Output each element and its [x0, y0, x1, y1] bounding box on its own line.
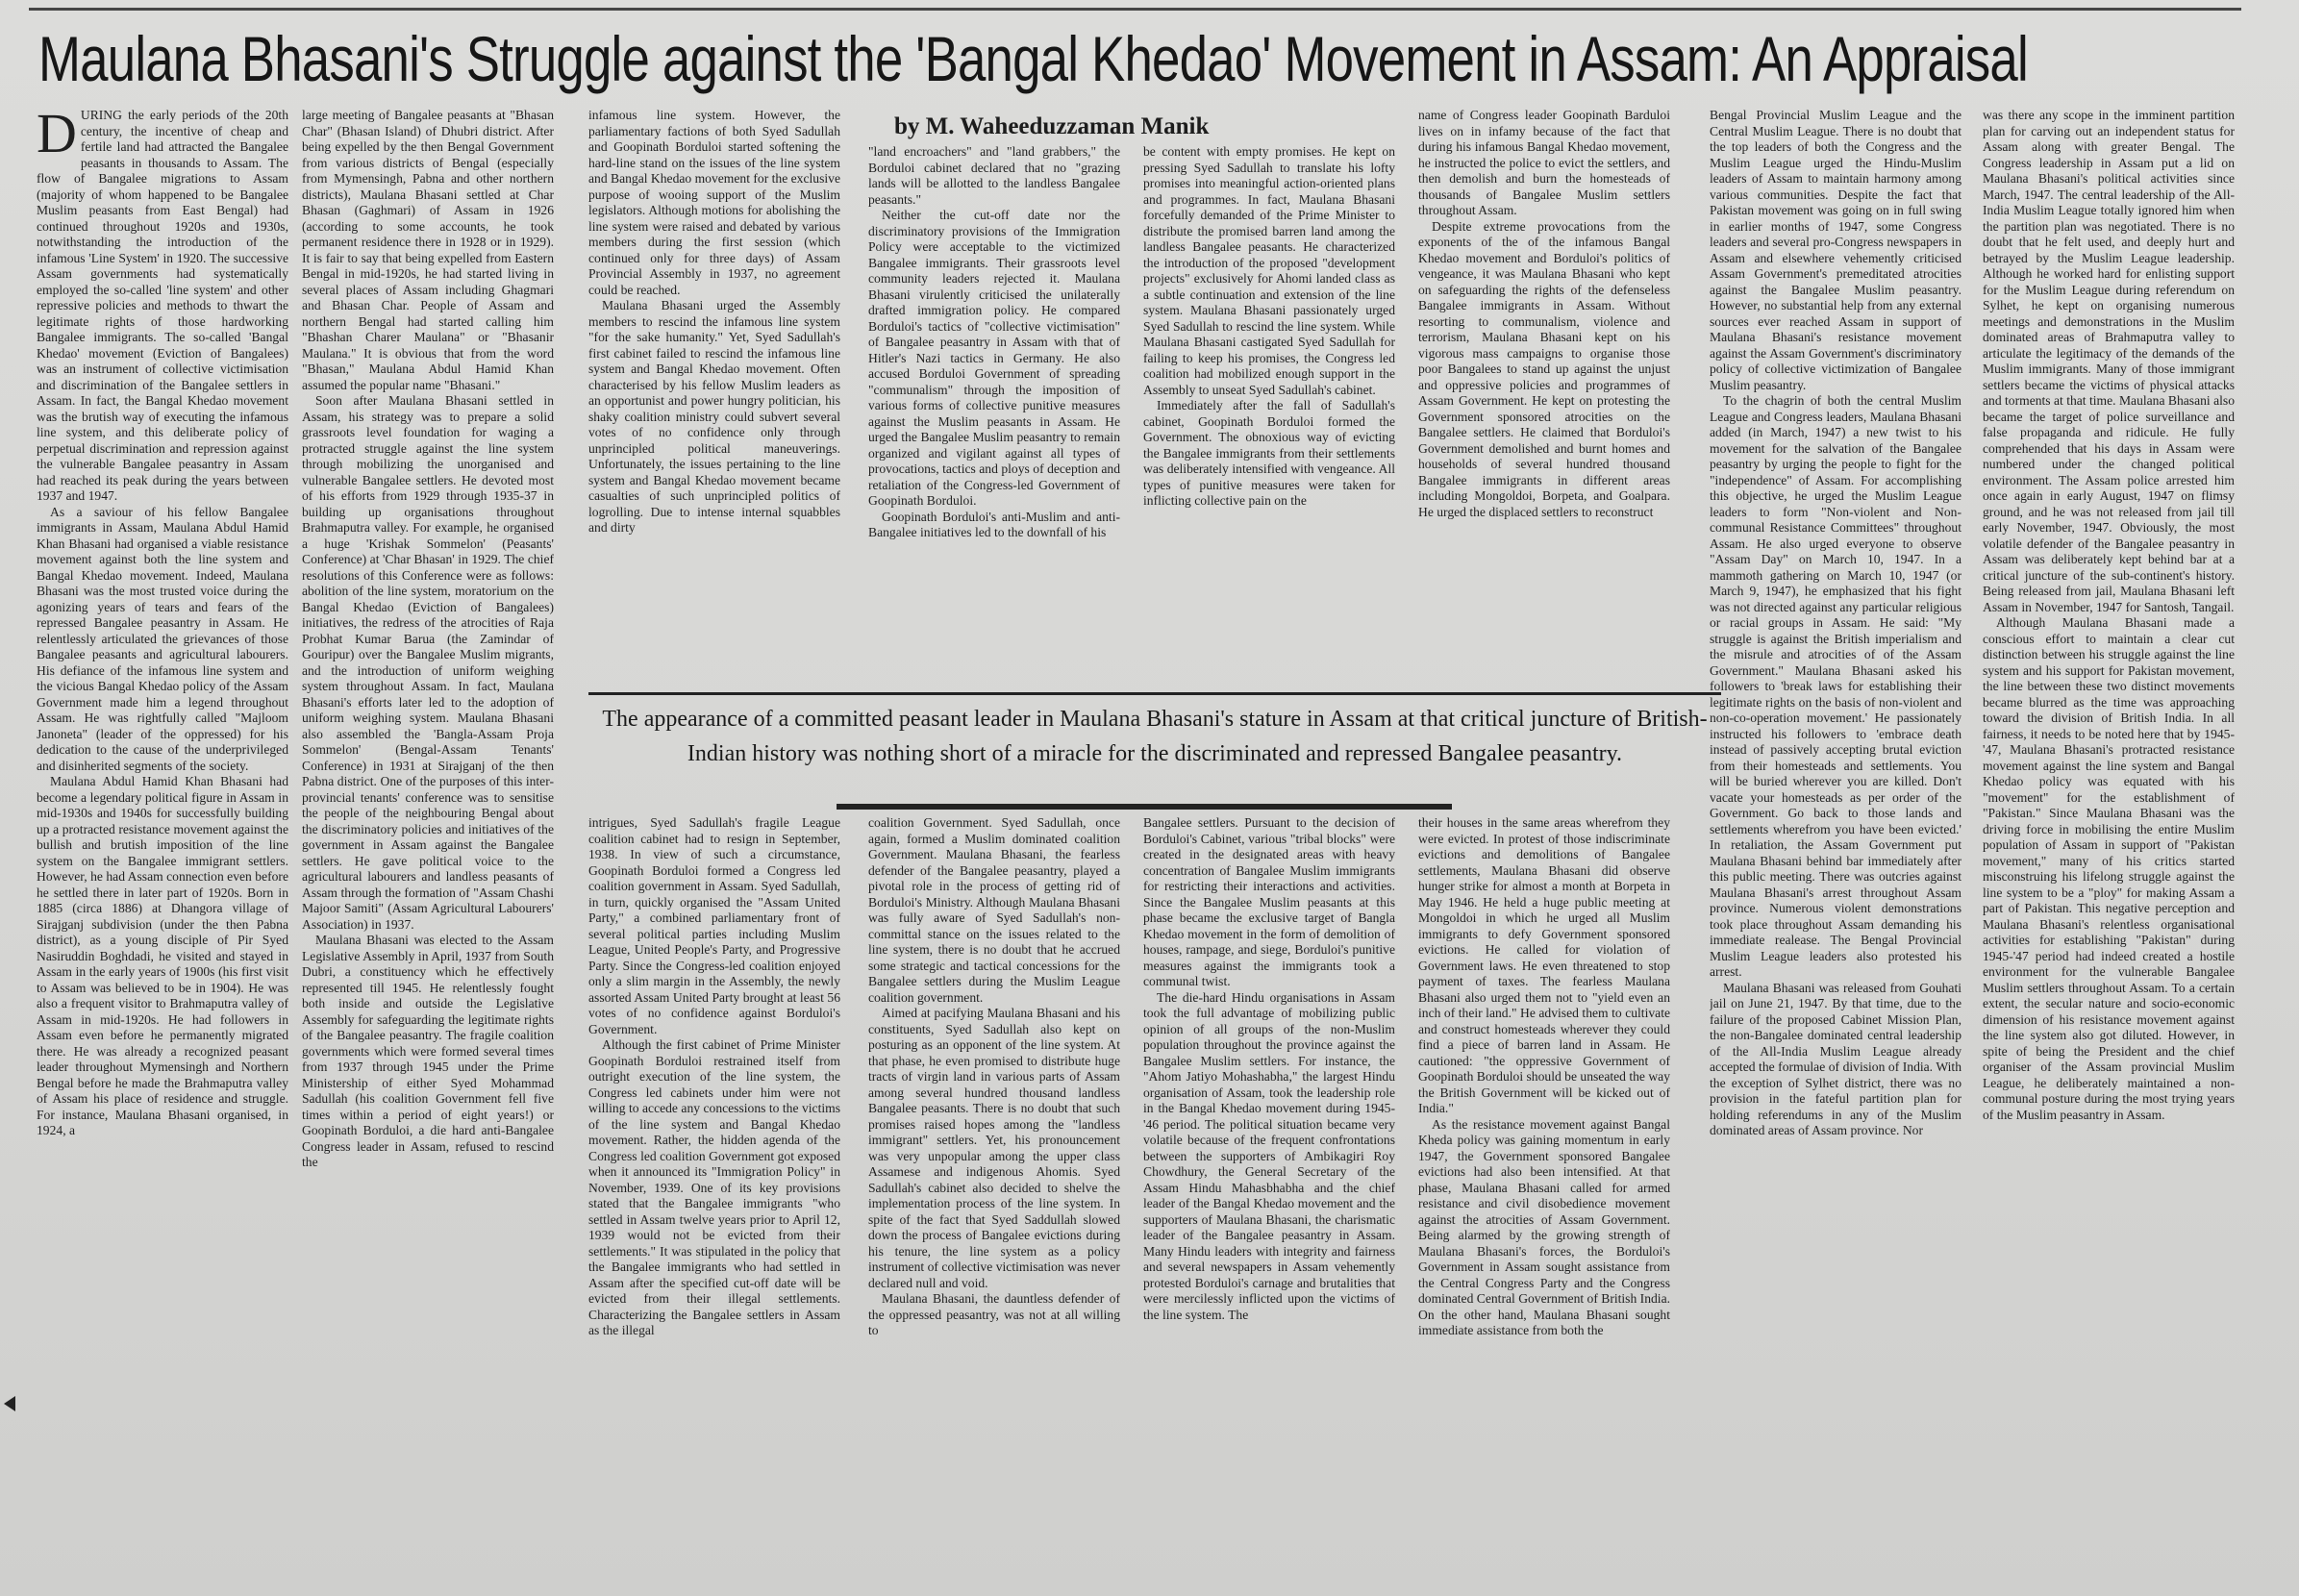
column-2-paragraph: large meeting of Bangalee peasants at "Bhasan Char" (Bhasan Island) of Dhubri district. After being expelled by the then Bengal Government from various districts of Bengal (especially from Mymensingh, Pabna and other northern districts), Maulana Bhasani settled at Char Bhasan (Gaghmari) of Assam in 1926 (according to some accounts, he took permanent residence there in 1928 or in 1929). It is fair to say that being expelled from Eastern Bengal in mid-1920s, he had started living in several places of Assam including Ghagmari and Bhasan Char. People of Assam and northern Bengal had started calling him "Bhashan Charer Maulana" or "Bhasanir Maulana." It is obvious that from the word "Bhasan," Maulana Abdul Hamid Khan assumed the popular name "Bhasani."	[302, 108, 554, 392]
column-3-paragraph: infamous line system. However, the parliamentary factions of both Syed Sadullah and Goopinath Borduloi started softening the hard-line stand on the issues of the line system and Bangal Khedao movement for the exclusive purpose of wooing support of the Muslim legislators. Although motions for abolishing the line system were raised and debated by various members during the first session (which continued only for three days) of Assam Provincial Assembly in 1937, no agreement could be reached.	[588, 108, 840, 297]
column-6-paragraph: name of Congress leader Goopinath Barduloi lives on in infamy because of the fact that during his infamous Bangal Khedao movement, he instructed the police to evict the settlers, and then demolish and burn the homesteads of thousands of Bangalee Muslim settlers throughout Assam.	[1418, 108, 1670, 217]
column-8-paragraph: was there any scope in the imminent partition plan for carving out an independent status for Assam along with greater Bengal. The Congress leadership in Assam put a lid on Maulana Bhasani's political activities since March, 1947. The central leadership of the All-India Muslim League totally ignored him when the partition plan was negotiated. There is no doubt that he felt used, and deeply hurt and betrayed by the Muslim League leadership. Although he worked hard for enlisting support for the Muslim League during referendum on Sylhet, he kept on organising numerous meetings and demonstrations in the Muslim dominated areas of Brahmaputra valley to articulate the legitimacy of the demands of the Muslim immigrants. Many of those immigrant settlers became the victims of physical attacks and torments at that time. Maulana Bhasani also became the target of police surveillance and false propaganda and ridicule. He fully comprehended that his days in Assam were numbered under the changed political environment. The Assam police arrested him once again in early August, 1947 on flimsy ground, and he was not released from jail till early November, 1947. Obviously, the most volatile defender of the Bangalee peasantry in Assam was deliberately kept behind bar at a critical juncture of the sub-continent's history. Being released from jail, Maulana Bhasani left Assam in November, 1947 for Santosh, Tangail.	[1983, 108, 2235, 614]
article-column-4-bottom	[868, 815, 1120, 1584]
article-column-1	[37, 108, 288, 1584]
column-1-paragraph: DURING the early periods of the 20th century, the incentive of cheap and fertile land had attracted the Bangalee peasants in thousands to Assam. The flow of Bangalee migrations to Assam (majority of whom happened to be Bangalee Muslim peasants from East Bengal) had continued throughout 1920s and 1930s, notwithstanding the introduction of the infamous 'Line System' in 1920. The successive Assam governments had systematically employed the so-called 'line system' and other repressive policies and methods to thwart the legitimate rights of those hardworking Bangalee immigrants. The so-called 'Bangal Khedao' movement (Eviction of Bangalees) was an instrument of collective victimisation and discrimination of the Bangalee settlers in Assam. In fact, the Bangal Khedao movement was the brutish way of executing the infamous line system, and this deliberate policy of perpetual discrimination and repression against the vulnerable Bangalee peasantry in Assam had reached its peak during the years between 1937 and 1947.	[37, 108, 288, 503]
column-6-paragraph: As the resistance movement against Bangal Kheda policy was gaining momentum in early 1947, the Government sponsored Bangalee evictions had also been intensified. At that phase, Maulana Bhasani called for armed resistance and civil disobedience movement against the atrocities of Assam Government. Being alarmed by the growing strength of Maulana Bhasani's forces, the Borduloi's Government in Assam sought assistance from the Central Congress Party and the Congress dominated Central Government of British India. On the other hand, Maulana Bhasani sought immediate assistance from both the	[1418, 1116, 1670, 1337]
column-6-paragraph: their houses in the same areas wherefrom they were evicted. In protest of those indiscriminate evictions and demolitions of Bangalee settlements, Maulana Bhasani did observe hunger strike for almost a month at Borpeta in May 1946. He held a huge public meeting at Mongoldoi in which he urged all Muslim immigrants to defy Government sponsored evictions. He called for violation of Government laws. He even threatened to stop payment of taxes. The fearless Maulana Bhasani also urged them not to "yield even an inch of their land." He advised them to cultivate and construct homesteads wherever they could find a piece of barren land in Assam. He cautioned: "the oppressive Government of Goopinath Borduloi should be unseated the way the British Government will be kicked out of India."	[1418, 815, 1670, 1115]
article-column-3-top	[588, 108, 840, 635]
column-4-paragraph: coalition Government. Syed Sadullah, once again, formed a Muslim dominated coalition Government. Maulana Bhasani, the fearless defender of the Bangalee peasantry, played a pivotal role in the process of getting rid of Borduloi's Ministry. Although Maulana Bhasani was fully aware of Syed Sadullah's non-committal stance on the issues related to the line system, there is no doubt that he accrued some strategic and tactical concessions for the Bangalee settlers during the Muslim League coalition government.	[868, 815, 1120, 1005]
article-column-6-bottom	[1418, 815, 1670, 1584]
column-4-paragraph: "land encroachers" and "land grabbers," the Borduloi cabinet declared that no "grazing lands will be allotted to the landless Bangalee peasants."	[868, 144, 1120, 207]
pullquote-rule-top	[588, 692, 1721, 695]
column-2-paragraph: Maulana Bhasani was elected to the Assam Legislative Assembly in April, 1937 from South Dubri, a constituency which he effectively represented till 1945. He relentlessly fought both inside and outside the Legislative Assembly for safeguarding the legitimate rights of the Bangalee peasantry. The fragile coalition governments which were formed several times from 1937 through 1945 under the Prime Ministership of either Syed Mohammad Sadullah (his coalition Government fell five times within a period of eight years!) or Goopinath Borduloi, a die hard anti-Bangalee Congress leader in Assam, refused to rescind the	[302, 933, 554, 1169]
drop-cap: D	[37, 108, 77, 164]
article-column-7	[1710, 108, 1962, 1584]
column-8-paragraph: Although Maulana Bhasani made a conscious effort to maintain a clear cut distinction between his struggle against the line system and his support for Pakistan movement, the line between these two distinct movements became blurred as the time was approaching toward the division of British India. In all fairness, it needs to be noted here that by 1945-'47, Maulana Bhasani's protracted resistance movement against the line system and Bangal Khedao policy was equated with his "movement" for the establishment of "Pakistan." Since Maulana Bhasani was the driving force in mobilising the entire Muslim population of Assam in support of "Pakistan movement," many of his critics started misconstruing his lifelong struggle against the line system to be a "ploy" for making Assam a part of Pakistan. This negative perception and Maulana Bhasani's relentless organisational activities for establishing "Pakistan" during 1945-'47 period had indeed created a hostile environment for the vulnerable Bangalee Muslim settlers throughout Assam. To a certain extent, the secular nature and socio-economic dimension of his resistance movement against the line system also got diluted. However, in spite of being the President and the chief organiser of the Assam provincial Muslim League, he deliberately maintained a non-communal posture during the most trying years of the Muslim peasantry in Assam.	[1983, 615, 2235, 1122]
column-7-paragraph: Maulana Bhasani was released from Gouhati jail on June 21, 1947. By that time, due to the failure of the proposed Cabinet Mission Plan, the non-Bangalee dominated central leadership of the All-India Muslim League already accepted the formulae of division of India. With the exception of Sylhet district, there was no provision in the fateful partition plan for holding referendums in any of the Muslim dominated areas of Assam province. Nor	[1710, 980, 1962, 1137]
column-6-paragraph: Despite extreme provocations from the exponents of the of the infamous Bangal Khedao movement and Borduloi's politics of vengeance, it was Maulana Bhasani who kept on safeguarding the rights of the defenseless Bangalee immigrants in Assam. Without resorting to communalism, violence and terrorism, Maulana Bhasani kept on his vigorous mass campaigns to organise those poor Bangalees to stand up against the unjust and oppressive policies and programmes of Assam Government. He kept on protesting the Government sponsored atrocities on the Bangalee settlers. He claimed that Borduloi's Government demolished and burnt homes and households of several hundred thousand Bangalee immigrants in different areas including Mongoldoi, Borpeta, and Goalpara. He urged the displaced settlers to reconstruct	[1418, 218, 1670, 519]
column-5-paragraph: Bangalee settlers. Pursuant to the decision of Borduloi's Cabinet, various "tribal blocks" were created in the designated areas with heavy concentration of Bangalee Muslim immigrants for restricting their interactions and activities. Since the Bangalee Muslim peasants at this phase became the exclusive target of Bangla Khedao movement in the form of demolition of houses, rampage, and siege, Borduloi's punitive measures against the immigrants took a communal twist.	[1143, 815, 1395, 988]
article-headline: Maulana Bhasani's Struggle against the 'Bangal Khedao' Movement in Assam: An Appraisal	[38, 23, 2028, 94]
column-3-paragraph: Maulana Bhasani urged the Assembly members to rescind the infamous line system "for the sake humanity." Yet, Syed Sadullah's first cabinet failed to rescind the infamous line system and Bangal Khedao movement. Often characterised by his fellow Muslim leaders as an opportunist and power hungry politician, his shaky coalition ministry could subvert several votes of no confidence only through unprincipled political maneuverings. Unfortunately, the issues pertaining to the line system and Bangal Khedao movement became casualties of such unprincipled politics of logrolling. Due to intense internal squabbles and dirty	[588, 298, 840, 535]
column-5-paragraph: be content with empty promises. He kept on pressing Syed Sadullah to translate his lofty promises into meaningful action-oriented plans and programmes. In fact, Maulana Bhasani forcefully demanded of the Prime Minister to distribute the promised barren land among the landless Bangalee peasants. He characterized the introduction of the proposed "development projects" exclusively for Ahomi landed class as a subtle continuation and extension of the line system. Maulana Bhasani passionately urged Syed Sadullah to rescind the line system. While Maulana Bhasani castigated Syed Sadullah for failing to keep his promises, the Congress led coalition had mobilized enough support in the Assembly to unseat Syed Sadullah's cabinet.	[1143, 144, 1395, 397]
article-column-5-bottom	[1143, 815, 1395, 1584]
pullquote-rule-bottom	[837, 804, 1452, 810]
column-4-paragraph: Maulana Bhasani, the dauntless defender of the oppressed peasantry, was not at all willing to	[868, 1291, 1120, 1337]
column-5-paragraph: Immediately after the fall of Sadullah's cabinet, Goopinath Borduloi formed the Government. The obnoxious way of evicting the Bangalee immigrants from their settlements was deliberately intensified with vengeance. All types of punitive measures were taken for inflicting collective pain on the	[1143, 398, 1395, 508]
left-margin-marker-icon	[4, 1396, 15, 1411]
column-7-paragraph: To the chagrin of both the central Muslim League and Congress leaders, Maulana Bhasani added (in March, 1947) a new twist to his movement for the salvation of the Bangalee peasantry by urging the people to fight for the "independence" of Assam. For accomplishing this objective, he urged the Muslim League leaders to form "Non-violent and Non-communal Resistance Committees" throughout Assam. He also urged everyone to observe "Assam Day" on March 10, 1947. In a mammoth gathering on March 10, 1947 (or March 9, 1947), he emphasized that his fight was not directed against any particular religious or racial groups in Assam. He said: "My struggle is against the British imperialism and the misrule and atrocities of of the Assam Government." Maulana Bhasani asked his followers to 'break laws for establishing their legitimate rights on the basis of non-violent and non-co-operation movement.' He passionately instructed his followers to 'embrace death instead of passively accepting brutal eviction from their homesteads and settlements. You will be buried wherever you are killed. Don't vacate your homesteads as per order of the Government. Go back to those lands and settlements wherefrom you have been evicted.' In retaliation, the Assam Government put Maulana Bhasani behind bar immediately after this public meeting. There was outcries against Maulana Bhasani's arrest throughout Assam province. Numerous violent demonstrations took place throughout Assam demanding his immediate realease. The Bengal Provincial Muslim League leaders also protested his arrest.	[1710, 393, 1962, 979]
article-column-8	[1983, 108, 2235, 1584]
top-rule	[29, 8, 2241, 11]
column-7-paragraph: Bengal Provincial Muslim League and the Central Muslim League. There is no doubt that the top leaders of both the Congress and the Muslim League urged the Hindu-Muslim leaders of Assam to maintain harmony among various communities. Despite the fact that Pakistan movement was going on in full swing in earlier months of 1947, some Congress leaders and several pro-Congress newspapers in Assam and elsewhere vehemently criticised Assam Government's premeditated atrocities against the Bangalee Muslim peasantry. However, no substantial help from any external sources ever reached Assam in support of Maulana Bhasani's resistance movement against the Assam Government's discriminatory policy of collective victimization of Bangalee Muslim peasantry.	[1710, 108, 1962, 392]
article-column-2	[302, 108, 554, 1584]
column-4-paragraph: Aimed at pacifying Maulana Bhasani and his constituents, Syed Sadullah also kept on posturing as an opponent of the line system. At that phase, he even promised to distribute huge tracts of virgin land in various parts of Assam among several hundred thousand landless Bangalee peasants. There is no doubt that such promises raised hopes among the "landless immigrant" settlers. Yet, his pronouncement was very unpopular among the upper class Assamese and indigenous Ahomis. Syed Sadullah's cabinet also decided to shelve the implementation process of the line system. In spite of the fact that Syed Saddullah slowed down the process of Bangalee evictions during his tenure, the line system as a policy instrument of collective victimisation was never declared null and void.	[868, 1006, 1120, 1290]
article-column-4-top	[868, 144, 1120, 636]
column-4-paragraph: Goopinath Borduloi's anti-Muslim and anti-Bangalee initiatives led to the downfall of his	[868, 509, 1120, 539]
article-column-6-top	[1418, 108, 1670, 635]
column-4-paragraph: Neither the cut-off date nor the discriminatory provisions of the Immigration Policy were acceptable to the victimized Bangalee immigrants. Their grassroots level community leaders rejected it. Maulana Bhasani virulently criticised the unilaterally drafted immigration policy. He compared Borduloi's tactics of "collective victimisation" of Bangalee peasantry in Assam with that of Hitler's Nazi tactics in Germany. He also accused Borduloi Government of spreading "communalism" through the imposition of various forms of collective punitive measures against the Muslim peasants in Assam. He urged the Bangalee Muslim peasantry to remain organized and vigilant against all types of provocations, tactics and ploys of deception and retaliation of the Congress-led Government of Goopinath Borduloi.	[868, 208, 1120, 508]
article-column-3-bottom	[588, 815, 840, 1584]
column-5-paragraph: The die-hard Hindu organisations in Assam took the full advantage of mobilizing public opinion of all groups of the non-Muslim population throughout the province against the Bangalee Muslim settlers. For instance, the "Ahom Jatiyo Mohashabha," the largest Hindu organisation of Assam, took the leadership role in the Bangal Khedao movement during 1945-'46 period. The political situation became very volatile because of the frequent confrontations between the supporters of Ambikagiri Roy Chowdhury, the General Secretary of the Assam Hindu Mahasbhabha and the chief leader of the Bangal Khedao movement and the supporters of Maulana Bhasani, the charismatic leader of the Bangalee peasantry in Assam. Many Hindu leaders with integrity and fairness and several newspapers in Assam vehemently protested Borduloi's carnage and brutalities that were mercilessly inflicted upon the victims of the line system. The	[1143, 989, 1395, 1322]
column-3-paragraph: Although the first cabinet of Prime Minister Goopinath Borduloi restrained itself from outright execution of the line system, the Congress led cabinets under him were not willing to accede any concessions to the victims of the line system and Bangal Khedao movement. Rather, the hidden agenda of the Congress led coalition Government got exposed when it announced its "Immigration Policy" in November, 1939. One of its key provisions stated that the Bangalee immigrants "who settled in Assam twelve years prior to April 12, 1939 would not be evicted from their settlements." It was stipulated in the policy that the Bangalee immigrants who had settled in Assam after the specified cut-off date will be evicted from their illegal settlements. Characterizing the Bangalee settlers in Assam as the illegal	[588, 1037, 840, 1337]
column-1-paragraph: Maulana Abdul Hamid Khan Bhasani had become a legendary political figure in Assam in mid-1930s and 1940s for successfully building up a protracted resistance movement against the bullish and brutish imposition of the line system on the Bangalee immigrant settlers. However, he had Assam connection even before he settled there in later part of 1920s. Born in 1885 (circa 1886) at Dhangora village of Sirajganj subdivision (under the then Pabna district), as a young disciple of Pir Syed Nasiruddin Boghdadi, he visited and stayed in Assam in the early years of 1900s (his first visit to Assam was believed to be in 1904). He was also a frequent visitor to Brahmaputra valley of Assam in mid-1920s. He had followers in Assam even before he permanently migrated there. He was already a recognized peasant leader throughout Mymensingh and Northern Bengal before he made the Brahmaputra valley of Assam his place of residence and struggle. For instance, Maulana Bhasani organised, in 1924, a	[37, 774, 288, 1137]
column-3-paragraph: intrigues, Syed Sadullah's fragile League coalition cabinet had to resign in September, 1938. In view of such a circumstance, Goopinath Borduloi formed a Congress led coalition government in Assam. Syed Sadullah, in turn, quickly organised the "Assam United Party," a combined parliamentary front of several political parties including Muslim League, United People's Party, and Progressive Party. Since the Congress-led coalition enjoyed only a slim margin in the Assembly, the newly assorted Assam United Party brought at least 56 votes of no confidence against Borduloi's Government.	[588, 815, 840, 1036]
pull-quote: The appearance of a committed peasant leader in Maulana Bhasani's stature in Assam at that critical juncture of British-Indian history was nothing short of a miracle for the discriminated and repressed Bangalee peasantry.	[602, 707, 1708, 766]
column-1-paragraph: As a saviour of his fellow Bangalee immigrants in Assam, Maulana Abdul Hamid Khan Bhasani had organised a viable resistance movement against both the line system and Bangal Khedao movement. Indeed, Maulana Bhasani was the most trusted voice during the agonizing years of tears and fears of the repressed Bangalee peasantry in Assam. He relentlessly articulated the grievances of those Bangalee peasants and agricultural labourers. His defiance of the infamous line system and the vicious Bangal Khedao policy of the Assam Government made him a legend throughout Assam. He was rightfully called "Majloom Janoneta" (leader of the oppressed) for his dedication to the cause of the underprivileged and disinherited segments of the society.	[37, 504, 288, 773]
article-column-5-top	[1143, 144, 1395, 636]
article-byline: by M. Waheeduzzaman Manik	[894, 113, 1210, 139]
column-2-paragraph: Soon after Maulana Bhasani settled in Assam, his strategy was to prepare a solid grassroots level foundation for waging a protracted struggle against the line system through mobilizing the unorganised and vulnerable Bangalee settlers. He devoted most of his efforts from 1929 through 1935-37 in building up organisations throughout Brahmaputra valley. For example, he organised a huge 'Krishak Sommelon' (Peasants' Conference) at 'Char Bhasan' in 1929. The chief resolutions of this Conference were as follows: abolition of the line system, moratorium on the Bangal Khedao (Eviction of Bangalees) initiatives, the redress of the atrocities of Raja Probhat Kumar Barua (the Zamindar of Gouripur) over the Bangalee Muslim migrants, and the introduction of uniform weighing system throughout Assam. In fact, Maulana Bhasani's efforts later led to the adoption of uniform weighing system. Maulana Bhasani also assembled the 'Bangla-Assam Proja Sommelon' (Bengal-Assam Tenants' Conference) in 1931 at Sirajganj of the then Pabna district. One of the purposes of this inter-provincial tenants' conference was to sensitise the people of the neighbouring Bengal about the discriminatory policies and initiatives of the government in Assam against the Bangalee settlers. He gave political voice to the agricultural labourers and landless peasants of Assam through the formation of "Assam Chashi Majoor Samiti" (Assam Agricultural Labourers' Association) in 1937.	[302, 393, 554, 932]
